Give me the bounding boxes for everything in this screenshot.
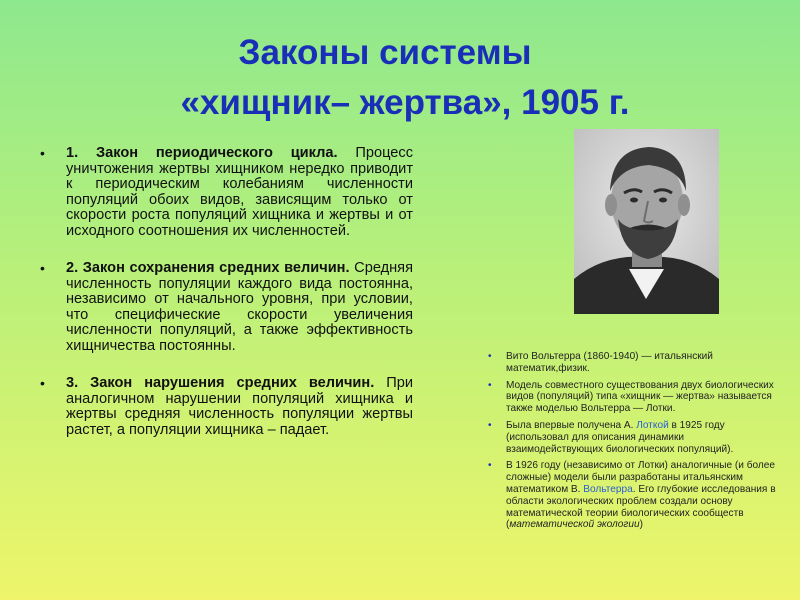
law-item [40, 261, 413, 354]
notes-list [484, 351, 776, 536]
law-item [40, 376, 413, 438]
law-heading: 1. Закон периодического цикла. [66, 145, 338, 161]
title-line-2: «хищник– жертва», 1905 г. [180, 83, 630, 122]
note-text: в 1925 году (использовал для описания динамики взаимодействующих биологических популяций). [506, 419, 734, 455]
note-text: В 1926 году (независимо от Лотки) аналогичные (и более сложные) модели были разработаны итальянским математиком В. [506, 460, 776, 495]
law-text: Процесс уничтожения жертвы хищником нередко приводит к периодическим колебаниям численности популяций обоих видов, зависящим только от скорости роста популяций хищника и жертвы и от исходного соотношения их численностей. [66, 145, 413, 239]
title-line-1: Законы системы [238, 33, 532, 72]
volterra-link[interactable]: Вольтерра [583, 483, 633, 495]
lotka-link[interactable]: Лоткой [636, 419, 669, 431]
note-item [484, 420, 776, 455]
note-text: . Его глубокие исследования в области экологических проблем создали основу математической теории биологических сообществ ( [506, 483, 776, 531]
law-heading: 2. Закон сохранения средних величин. [66, 260, 350, 276]
note-item [484, 380, 776, 415]
portrait-image [574, 129, 719, 314]
note-text: Вито Вольтерра (1860-1940) — итальянский математик,физик. [506, 351, 713, 374]
law-text: Средняя численность популяции каждого вида постоянна, независимо от начального уровня, при условии, что специфические скорости увеличения численности популяций, а также эффективность хищничества постоянны. [66, 260, 413, 354]
note-text: Модель совместного существования двух биологических видов (популяций) типа «хищник — жертва» называется также моделью Вольтерра — Лотки. [506, 379, 774, 415]
slide-title [0, 28, 800, 128]
laws-list [40, 146, 413, 460]
note-text: Была впервые получена А. [506, 419, 637, 431]
note-item [484, 351, 776, 375]
law-text: При аналогичном нарушении популяций хищника и жертвы средняя численность популяции жертвы растет, а популяции хищника – падает. [66, 375, 414, 438]
note-item [484, 460, 776, 531]
note-italic: математической экологии [509, 519, 640, 531]
law-item [40, 146, 413, 239]
portrait-photo [574, 129, 719, 314]
law-heading: 3. Закон нарушения средних величин. [66, 375, 375, 391]
note-text: ) [639, 519, 643, 531]
